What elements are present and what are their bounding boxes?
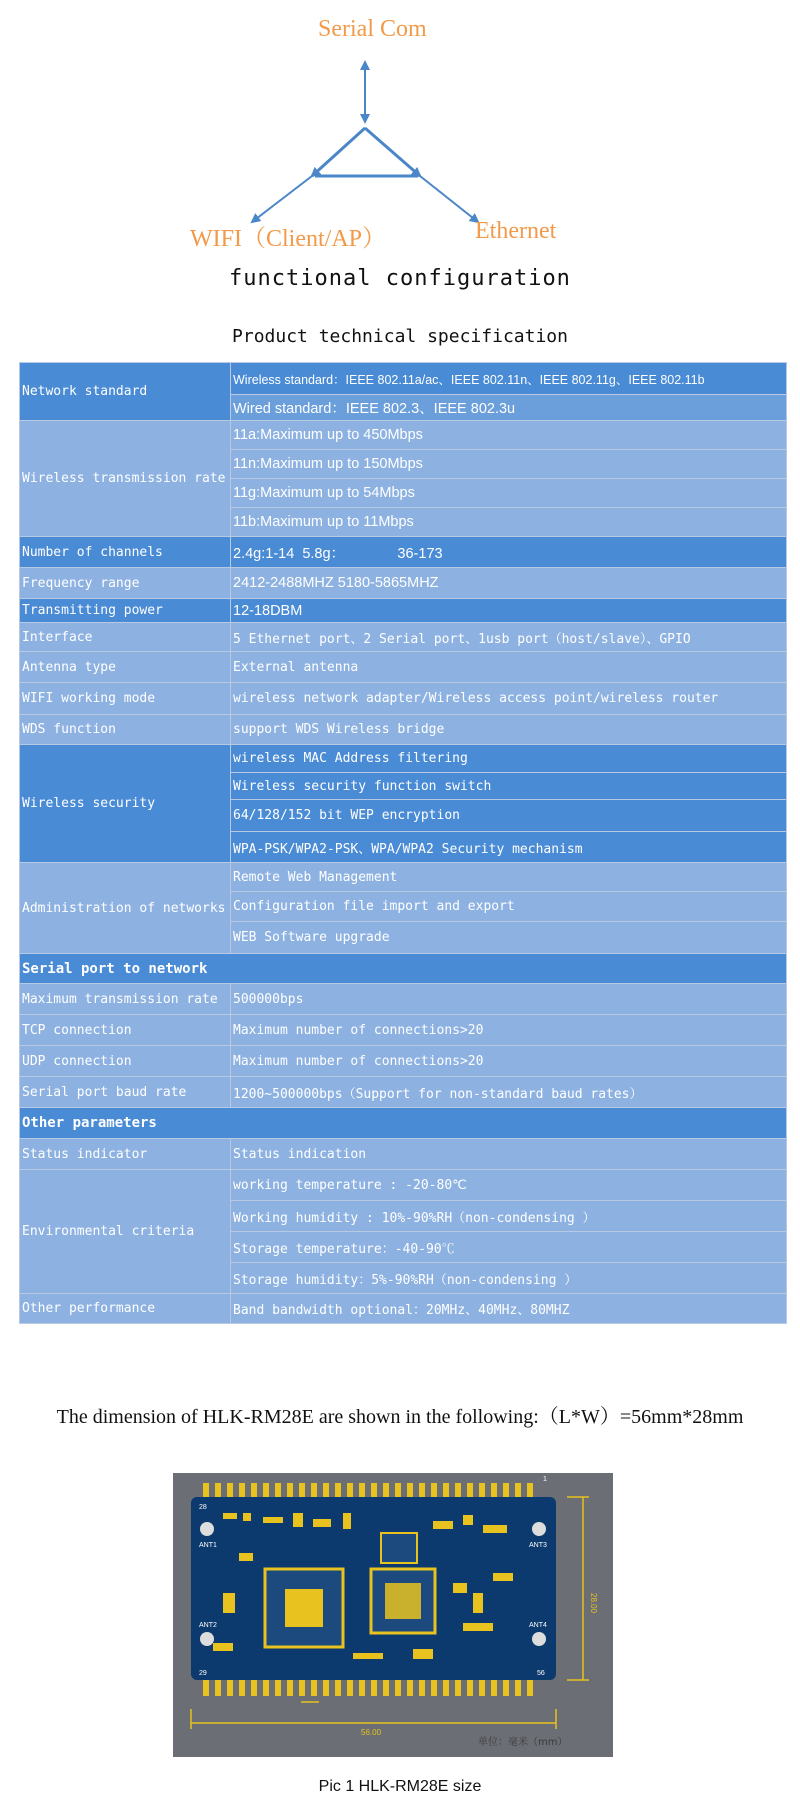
row-value: Status indication <box>231 1139 787 1170</box>
height-dimension-label: 28.00 <box>589 1593 598 1614</box>
arrow-to-wifi <box>252 176 312 222</box>
section-heading: Other parameters <box>20 1108 787 1139</box>
row-label: Environmental criteria <box>20 1170 231 1294</box>
row-label: Administration of networks <box>20 863 231 954</box>
node-ethernet: Ethernet <box>475 218 557 244</box>
row-value: Wireless security function switch <box>231 773 787 800</box>
table-row <box>20 1294 787 1324</box>
ant-label: ANT2 <box>199 1622 217 1629</box>
row-value: Remote Web Management <box>231 863 787 892</box>
row-value: 2412-2488MHZ 5180-5865MHZ <box>231 568 787 599</box>
board-photo <box>173 1473 613 1757</box>
row-label: WIFI working mode <box>20 683 231 715</box>
row-value: support WDS Wireless bridge <box>231 715 787 745</box>
pin-label: 28 <box>199 1504 207 1511</box>
row-value: Storage humidity：5%-90%RH（non-condensing ） <box>231 1263 787 1294</box>
table-row <box>20 1108 787 1139</box>
row-value: External antenna <box>231 652 787 683</box>
spec-title: Product technical specification <box>232 326 568 347</box>
row-label: TCP connection <box>20 1015 231 1046</box>
row-label: UDP connection <box>20 1046 231 1077</box>
row-value: 2.4g:1-14 5.8g： 36-173 <box>231 537 787 568</box>
node-serial-com: Serial Com <box>318 16 427 42</box>
row-value: Wired standard：IEEE 802.3、IEEE 802.3u <box>231 395 787 421</box>
arrow-serial-wifi <box>312 128 365 176</box>
arrow-to-ethernet <box>420 176 478 222</box>
table-row <box>20 537 787 568</box>
row-label: Maximum transmission rate <box>20 984 231 1015</box>
row-label: Network standard <box>20 363 231 421</box>
table-row <box>20 1046 787 1077</box>
ant-label: ANT1 <box>199 1542 217 1549</box>
main-chip-pad <box>285 1589 323 1627</box>
row-value: Wireless standard：IEEE 802.11a/ac、IEEE 802.11n、IEEE 802.11g、IEEE 802.11b <box>231 363 787 395</box>
table-row <box>20 863 787 892</box>
row-value: working temperature : -20-80℃ <box>231 1170 787 1201</box>
row-value: 1200~500000bps（Support for non-standard baud rates） <box>231 1077 787 1108</box>
table-row <box>20 1015 787 1046</box>
row-value: 5 Ethernet port、2 Serial port、1usb port（host/slave）、GPIO <box>231 623 787 652</box>
antenna-connector-icon <box>200 1632 214 1646</box>
row-label: Wireless transmission rate <box>20 421 231 537</box>
row-label: Other performance <box>20 1294 231 1324</box>
table-row <box>20 683 787 715</box>
table-row <box>20 1139 787 1170</box>
table-row <box>20 715 787 745</box>
row-value: 500000bps <box>231 984 787 1015</box>
row-value: 11g:Maximum up to 54Mbps <box>231 479 787 508</box>
row-value: WPA-PSK/WPA2-PSK、WPA/WPA2 Security mechanism <box>231 832 787 863</box>
pin-label: 1 <box>543 1476 547 1483</box>
row-value: 64/128/152 bit WEP encryption <box>231 800 787 832</box>
row-value: wireless MAC Address filtering <box>231 745 787 773</box>
row-label: Antenna type <box>20 652 231 683</box>
table-row <box>20 623 787 652</box>
row-label: Transmitting power <box>20 599 231 623</box>
arrow-serial-ethernet <box>365 128 420 176</box>
antenna-connector-icon <box>532 1522 546 1536</box>
row-label: Number of channels <box>20 537 231 568</box>
bottom-pin-row <box>203 1680 533 1696</box>
row-value: 12-18DBM <box>231 599 787 623</box>
ant-label: ANT4 <box>529 1622 547 1629</box>
row-label: Interface <box>20 623 231 652</box>
row-value: wireless network adapter/Wireless access point/wireless router <box>231 683 787 715</box>
node-wifi: WIFI（Client/AP） <box>190 226 386 252</box>
row-label: WDS function <box>20 715 231 745</box>
row-value: 11n:Maximum up to 150Mbps <box>231 450 787 479</box>
figure-caption: Pic 1 HLK-RM28E size <box>318 1778 482 1795</box>
table-row <box>20 652 787 683</box>
row-label: Frequency range <box>20 568 231 599</box>
width-dimension-label: 56.00 <box>361 1728 382 1737</box>
table-row <box>20 1170 787 1201</box>
table-row <box>20 1077 787 1108</box>
ant-label: ANT3 <box>529 1542 547 1549</box>
table-row <box>20 568 787 599</box>
antenna-connector-icon <box>200 1522 214 1536</box>
row-label: Wireless security <box>20 745 231 863</box>
top-pin-row <box>203 1481 543 1497</box>
row-value: Maximum number of connections>20 <box>231 1015 787 1046</box>
row-value: Configuration file import and export <box>231 892 787 922</box>
row-value: WEB Software upgrade <box>231 922 787 954</box>
row-value: Band bandwidth optional：20MHz、40MHz、80MHZ <box>231 1294 787 1324</box>
dimension-text: The dimension of HLK-RM28E are shown in the following:（L*W）=56mm*28mm <box>56 1406 744 1428</box>
unit-label: 单位：毫米（mm） <box>478 1737 568 1748</box>
row-value: Storage temperature：-40-90℃ <box>231 1232 787 1263</box>
row-label: Serial port baud rate <box>20 1077 231 1108</box>
pin-label: 29 <box>199 1670 207 1677</box>
table-row <box>20 984 787 1015</box>
ram-chip <box>381 1533 417 1563</box>
table-row <box>20 421 787 450</box>
section-heading: Serial port to network <box>20 954 787 984</box>
table-row <box>20 363 787 395</box>
spec-table <box>19 362 787 1324</box>
antenna-connector-icon <box>532 1632 546 1646</box>
functional-diagram <box>0 0 800 330</box>
row-value: 11a:Maximum up to 450Mbps <box>231 421 787 450</box>
row-value: 11b:Maximum up to 11Mbps <box>231 508 787 537</box>
row-value: Maximum number of connections>20 <box>231 1046 787 1077</box>
table-row <box>20 599 787 623</box>
table-row <box>20 954 787 984</box>
row-value: Working humidity : 10%-90%RH（non-condensing ） <box>231 1201 787 1232</box>
table-row <box>20 745 787 773</box>
row-label: Status indicator <box>20 1139 231 1170</box>
second-chip-pad <box>385 1583 421 1619</box>
pcb-drawing <box>173 1473 613 1757</box>
diagram-caption: functional configuration <box>229 266 571 291</box>
pin-label: 56 <box>537 1670 545 1677</box>
